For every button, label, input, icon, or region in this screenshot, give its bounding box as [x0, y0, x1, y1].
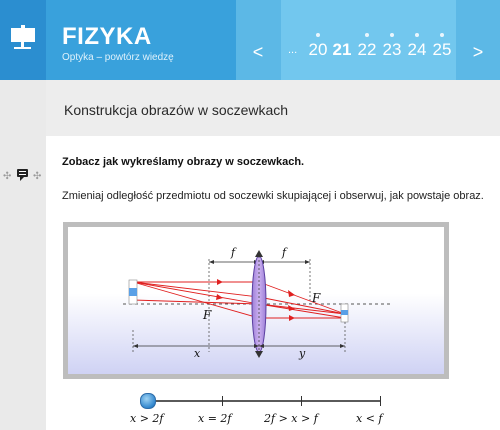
title-area	[46, 0, 236, 80]
slider-label-between-2f-f[interactable]: 2f > x > f	[264, 412, 318, 425]
lens-simulation	[63, 222, 449, 379]
lens-diagram	[63, 222, 449, 379]
lead-text: Zobacz jak wykreślamy obrazy w soczewkach.	[62, 156, 305, 168]
image-marker	[341, 304, 348, 322]
label-F-left: F	[203, 308, 212, 322]
page-navigator	[281, 0, 456, 80]
app-header	[0, 0, 500, 80]
slider-thumb[interactable]	[140, 393, 156, 409]
next-page-button[interactable]	[456, 0, 500, 80]
page-dot	[440, 33, 444, 37]
brand-tile[interactable]	[0, 0, 46, 80]
label-f-right: f	[282, 246, 287, 259]
object-marker[interactable]	[129, 280, 137, 304]
page-dot	[390, 33, 394, 37]
slider-label-x-less-f[interactable]: x < f	[356, 412, 383, 425]
page-link-21-current[interactable]: 21	[332, 40, 352, 59]
page-link-22[interactable]: 22	[357, 40, 377, 59]
comment-icon	[0, 164, 46, 186]
app-title: FIZYKA	[62, 23, 152, 50]
section-title: Konstrukcja obrazów w soczewkach	[64, 102, 289, 118]
page-dot	[415, 33, 419, 37]
label-x: x	[194, 347, 201, 360]
slider-tick	[301, 396, 302, 406]
slider-label-x-greater-2f[interactable]: x > 2f	[130, 412, 164, 425]
slider-tick	[380, 396, 381, 406]
svg-text:✣: ✣	[3, 171, 12, 182]
page-link-24[interactable]: 24	[407, 40, 427, 59]
slider-label-x-equals-2f[interactable]: x = 2f	[198, 412, 232, 425]
sidebar-tool[interactable]	[0, 164, 46, 186]
slider-tick	[222, 396, 223, 406]
label-F-right: F	[312, 291, 321, 305]
chevron-left-icon: <	[252, 42, 264, 62]
page-link-25[interactable]: 25	[432, 40, 452, 59]
sidebar	[0, 80, 46, 430]
object-distance-slider[interactable]	[130, 392, 390, 428]
page-dot	[365, 33, 369, 37]
section-header	[46, 80, 500, 136]
page-list	[281, 0, 456, 80]
chevron-right-icon: >	[472, 42, 484, 62]
page-ellipsis[interactable]: ...	[288, 44, 298, 56]
slider-track[interactable]	[146, 400, 380, 402]
instruction-text: Zmieniaj odległość przedmiotu od soczewki skupiającej i obserwuj, jak powstaje obraz.	[62, 190, 484, 202]
page-link-20[interactable]: 20	[308, 40, 328, 59]
presentation-board-icon	[0, 0, 46, 80]
page-link-23[interactable]: 23	[382, 40, 402, 59]
label-f-left: f	[231, 246, 236, 259]
label-y: y	[299, 347, 306, 360]
prev-page-button[interactable]	[236, 0, 281, 80]
app-subtitle: Optyka – powtórz wiedzę	[62, 52, 174, 63]
page-dot	[316, 33, 320, 37]
svg-text:✣: ✣	[33, 171, 42, 182]
